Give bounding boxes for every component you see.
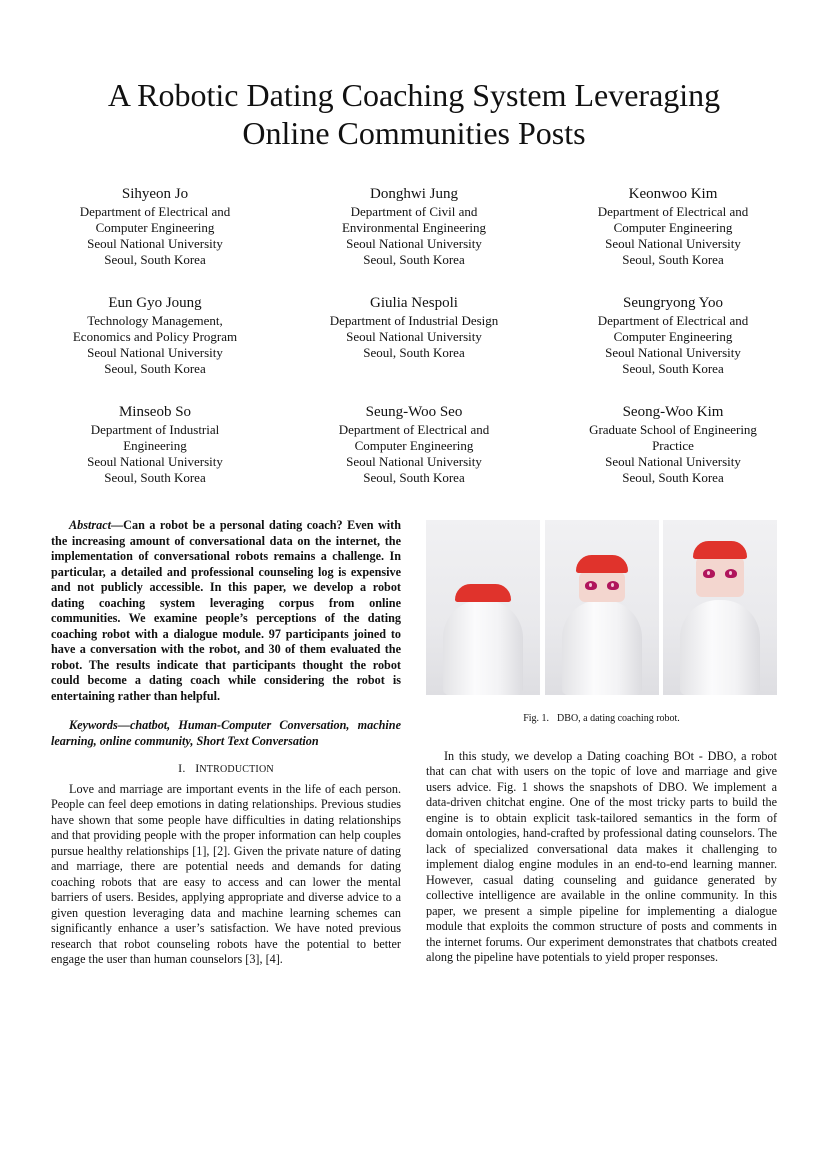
figure-1: [426, 520, 777, 695]
author-affiliation-line: Seoul, South Korea: [104, 361, 206, 376]
abstract-text: Can a robot be a personal dating coach? Even with the increasing amount of conversational data on the internet, the implementation of conversational robots remains a challenge. In particular, a detailed and professional counseling log is expensive and not publicly accessible. In this paper, we develop a robot dating coaching system leveraging corpus from online communities. We examine people’s perceptions of the dating coaching robot with a dialogue module. 97 participants joined to have a conversation with the robot, and 30 of them evaluated the robot. The results indicate that participants thought the robot could become a dating coach while considering the robot is entertaining rather than helpful.: [51, 518, 401, 703]
author-affiliation-line: Seoul National University: [346, 236, 482, 251]
author-name: Donghwi Jung: [370, 186, 458, 202]
figure-caption-text: DBO, a dating coaching robot.: [557, 713, 680, 724]
abstract: [51, 518, 401, 704]
section-first-letter: I: [195, 761, 200, 775]
abstract-label: Abstract—: [69, 518, 124, 532]
robot-photo-open: [663, 520, 777, 695]
author-affiliation-line: Seoul, South Korea: [363, 470, 465, 485]
robot-body: [562, 600, 642, 695]
robot-head: [579, 572, 625, 602]
author-affiliation-line: Department of Civil and: [350, 204, 478, 219]
keywords-label: Keywords—: [69, 718, 130, 732]
author-affiliation-line: Seoul, South Korea: [363, 345, 465, 360]
robot-eye: [585, 581, 597, 590]
body-paragraph: In this study, we develop a Dating coaching BOt - DBO, a robot that can chat with users on the topic of love and marriage and give users advice. Fig. 1 shows the snapshots of DBO. We implement a data-driven chitchat engine. One of the most tricky parts to build the engine is to obtain explicit task-tailored semantics in the form of domain ontologies, hand-crafted by professional dating counselors. The lack of specialized conversational data makes it challenging to implement dialog engine modules in an end-to-end learning manner. However, casual dating counseling and guidance generated by collective intelligence are available in the online community. In this paper, we present a simple pipeline for implementing a dialogue module that exploits the common structure of posts and comments in the internet forums. Our experiment demonstrates that chatbots created along the pipeline have potentials to yield proper responses.: [426, 748, 777, 964]
keywords: [51, 718, 401, 749]
author-affiliation-line: Department of Industrial Design: [329, 313, 499, 328]
robot-eye: [725, 569, 737, 578]
figure-caption: [426, 711, 777, 727]
author-affiliation-line: Graduate School of Engineering: [589, 422, 757, 437]
author-affiliation-line: Practice: [652, 438, 694, 453]
title-line-1: A Robotic Dating Coaching System Leveraging: [107, 77, 721, 113]
author-name: Giulia Nespoli: [370, 295, 458, 311]
author-affiliation-line: Seoul National University: [605, 454, 741, 469]
author-affiliation-line: Seoul, South Korea: [622, 361, 724, 376]
author: [289, 293, 539, 402]
robot-eye: [607, 581, 619, 590]
right-column: [426, 520, 777, 966]
author-name: Sihyeon Jo: [121, 186, 189, 202]
author-affiliation-line: Computer Engineering: [613, 329, 733, 344]
author: [289, 184, 539, 293]
author-affiliation-line: Department of Industrial: [90, 422, 220, 437]
author-affiliation-line: Department of Electrical and: [338, 422, 490, 437]
author-affiliation-line: Seoul, South Korea: [622, 252, 724, 267]
author: [30, 293, 280, 402]
robot-head: [696, 557, 744, 597]
author-affiliation-line: Seoul National University: [87, 236, 223, 251]
author-affiliation-line: Computer Engineering: [354, 438, 474, 453]
author: [548, 293, 798, 402]
robot-body: [443, 600, 523, 695]
keywords-text: chatbot, Human-Computer Conversation, machine learning, online community, Short Text Conversation: [51, 718, 401, 748]
author-affiliation-line: Seoul National University: [605, 345, 741, 360]
author-name: Seungryong Yoo: [622, 295, 724, 311]
introduction-paragraph: Love and marriage are important events in the life of each person. People can feel deep emotions in dating relationships. Previous studies have shown that some people have difficulties in dating relationships and that providing people with the proper information can help couples pursue healthy relationships [1], [2]. Given the private nature of dating and marriage, there are potential needs and demands for dating coaching robots that are easy to access and can lower the mental barriers of users. Besides, applying appropriate and diverse advice to a given question leveraging data and machine learning schemes can significantly enhance a user’s satisfaction. We have noted previous research that robot counseling robots have the potential to better engage the user than human counselors [3], [4].: [51, 781, 401, 966]
robot-eye: [703, 569, 715, 578]
author: [548, 184, 798, 293]
author-affiliation-line: Seoul National University: [346, 454, 482, 469]
author-affiliation-line: Seoul National University: [346, 329, 482, 344]
author-affiliation-line: Seoul National University: [87, 454, 223, 469]
title-line-2: Online Communities Posts: [242, 115, 586, 151]
author-affiliation-line: Technology Management,: [87, 313, 223, 328]
author-affiliation-line: Environmental Engineering: [341, 220, 487, 235]
robot-cap: [576, 555, 628, 573]
author-row: [30, 293, 798, 402]
author-name: Seong-Woo Kim: [622, 404, 724, 420]
author-name: Seung-Woo Seo: [365, 404, 463, 420]
robot-photo-closed: [426, 520, 540, 695]
section-title-rest: NTRODUCTION: [199, 764, 274, 775]
author-name: Minseob So: [118, 404, 192, 420]
robot-cap: [455, 584, 511, 602]
author-affiliation-line: Seoul, South Korea: [363, 252, 465, 267]
author: [289, 402, 539, 511]
author: [30, 402, 280, 511]
left-column: [51, 518, 401, 968]
robot-body: [680, 600, 760, 695]
author-affiliation-line: Seoul, South Korea: [104, 252, 206, 267]
figure-label: Fig. 1.: [523, 713, 550, 724]
section-heading-introduction: [51, 761, 401, 778]
author-name: Eun Gyo Joung: [108, 295, 202, 311]
author: [548, 402, 798, 511]
author-affiliation-line: Computer Engineering: [613, 220, 733, 235]
author-affiliation-line: Department of Electrical and: [597, 313, 749, 328]
section-number: I.: [178, 761, 186, 775]
author-affiliation-line: Seoul National University: [605, 236, 741, 251]
robot-cap: [693, 541, 747, 559]
author-affiliation-line: Department of Electrical and: [597, 204, 749, 219]
author: [30, 184, 280, 293]
author-affiliation-line: Seoul, South Korea: [104, 470, 206, 485]
author-affiliation-line: Department of Electrical and: [79, 204, 231, 219]
author-affiliation-line: Seoul, South Korea: [622, 470, 724, 485]
author-affiliation-line: Seoul National University: [87, 345, 223, 360]
paper-title: [0, 76, 828, 152]
author-row: [30, 402, 798, 511]
author-row: [30, 184, 798, 293]
author-name: Keonwoo Kim: [628, 186, 718, 202]
author-affiliation-line: Engineering: [123, 438, 187, 453]
author-affiliation-line: Computer Engineering: [95, 220, 215, 235]
author-affiliation-line: Economics and Policy Program: [72, 329, 238, 344]
author-block: [30, 184, 798, 511]
robot-photo-half-open: [545, 520, 659, 695]
